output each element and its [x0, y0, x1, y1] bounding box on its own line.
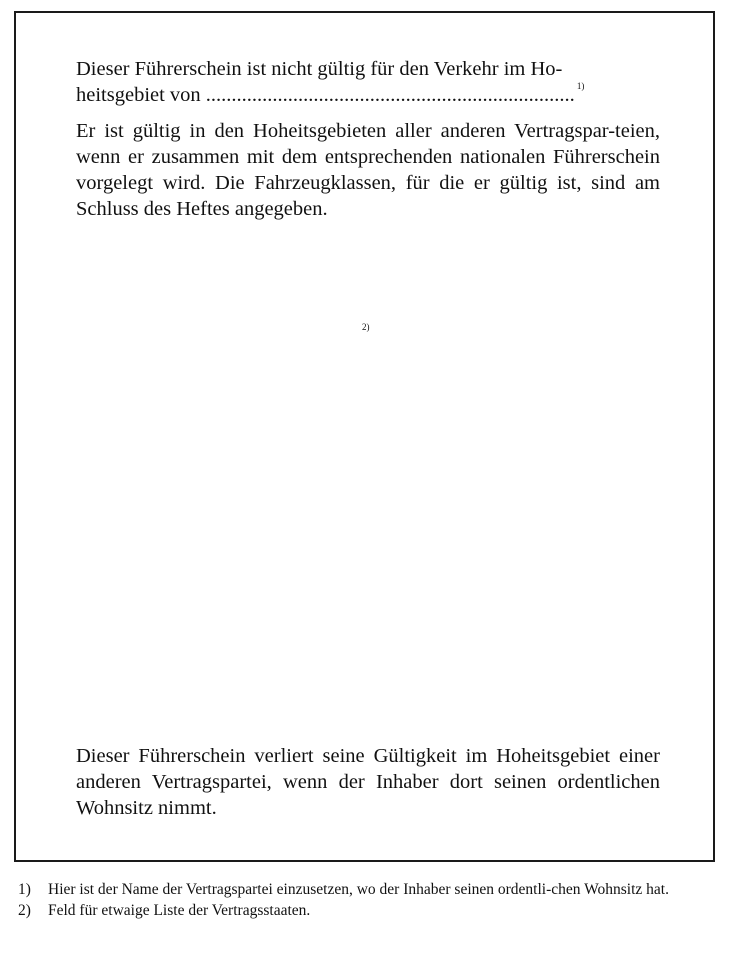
footnote-1-text: Hier ist der Name der Vertragspartei einzusetzen, wo der Inhaber seinen ordentli-chen Wohnsitz hat.: [48, 881, 669, 898]
footnote-ref-2: 2): [362, 322, 370, 332]
footnote-1-number: 1): [18, 881, 31, 898]
footnote-2-text: Feld für etwaige Liste der Vertragsstaaten.: [48, 902, 311, 919]
validity-loss-paragraph: Dieser Führerschein verliert seine Gültigkeit im Hoheitsgebiet einer anderen Vertragspartei, wenn der Inhaber dort seinen ordentlichen Wohnsitz nimmt.: [76, 745, 660, 819]
validity-exclusion-line-2: [76, 81, 585, 106]
footnote-2-number: 2): [18, 902, 31, 919]
licence-page-frame: [14, 11, 715, 862]
footnote-2: [18, 900, 708, 921]
footnote-1: [18, 879, 708, 900]
validity-scope-paragraph: Er ist gültig in den Hoheitsgebieten aller anderen Vertragspar-teien, wenn er zusammen mit dem entsprechenden nationalen Führerschein vorgelegt wird. Die Fahrzeugklassen, für die er gültig ist, sind am Schluss des Heftes angegeben.: [76, 120, 660, 220]
territory-fill-line: heitsgebiet von ........................................................................: [76, 84, 575, 106]
footnote-ref-1: 1): [576, 81, 585, 91]
validity-exclusion-paragraph: [76, 56, 660, 111]
footnotes: [18, 879, 708, 921]
validity-exclusion-line-1: Dieser Führerschein ist nicht gültig für den Verkehr im Ho-: [76, 58, 563, 80]
